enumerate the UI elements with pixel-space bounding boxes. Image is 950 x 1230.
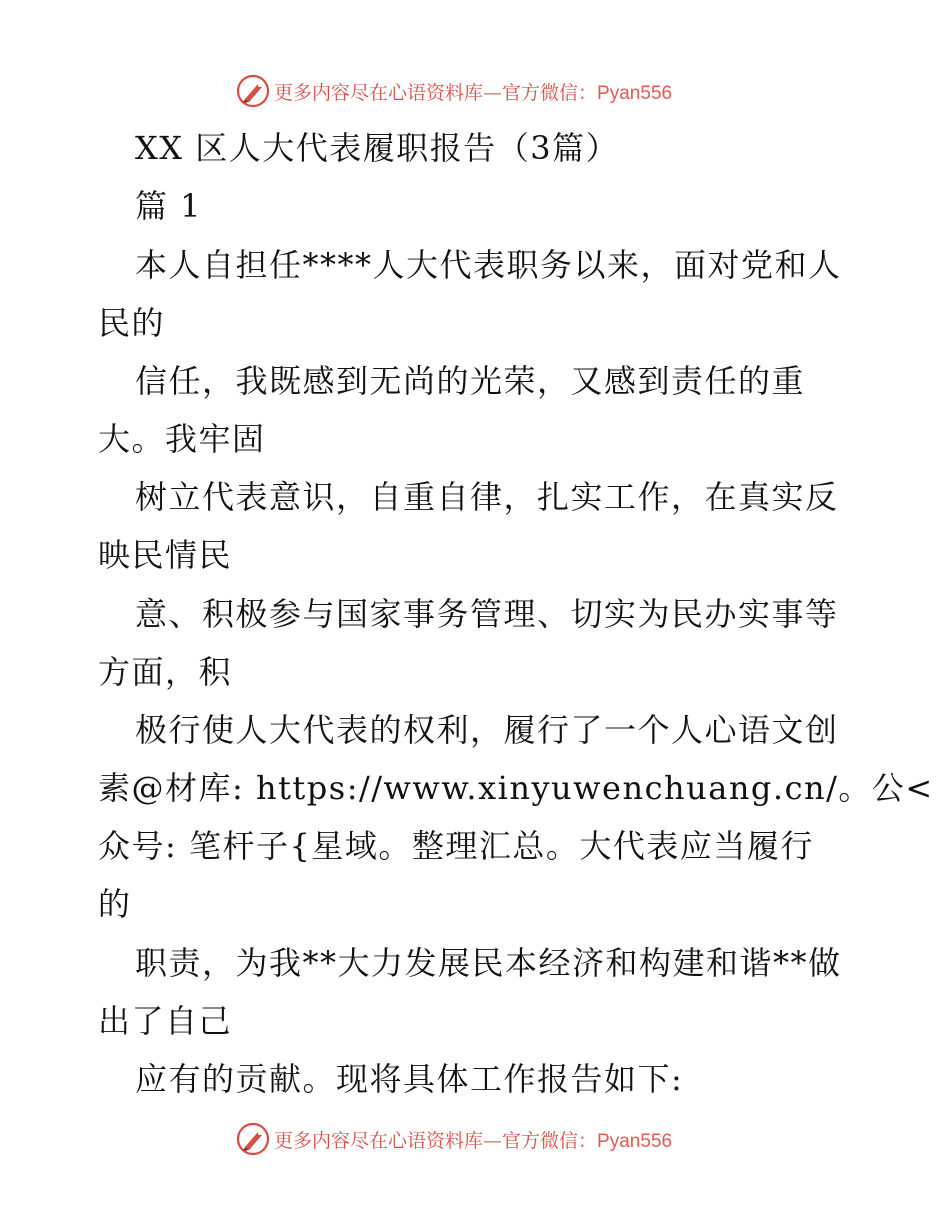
watermark-text: 更多内容尽在心语资料库—官方微信：Pyan556 bbox=[274, 1129, 673, 1152]
paragraph-line: 方面，积 bbox=[98, 653, 233, 691]
paragraph-line: 的 bbox=[98, 885, 132, 923]
paragraph-line: 树立代表意识，自重自律，扎实工作，在真实反 bbox=[135, 478, 839, 516]
section-heading: 篇 1 bbox=[135, 187, 203, 225]
paragraph-line: 信任，我既感到无尚的光荣，又感到责任的重 bbox=[135, 362, 806, 400]
paragraph-line: 素@材库: https://www.xinyuwenchuang.cn/。公< bbox=[98, 769, 934, 807]
paragraph-line: 本人自担任****人大代表职务以来，面对党和人 bbox=[135, 246, 842, 284]
paragraph-line: 映民情民 bbox=[98, 536, 233, 574]
paragraph-line: 出了自己 bbox=[98, 1002, 233, 1040]
paragraph-line: 众号: 笔杆子{星域。整理汇总。大代表应当履行 bbox=[98, 827, 814, 865]
paragraph-line: 大。我牢固 bbox=[98, 420, 266, 458]
paragraph-line: 民的 bbox=[98, 304, 166, 342]
watermark-text: 更多内容尽在心语资料库—官方微信：Pyan556 bbox=[274, 81, 673, 104]
paragraph-line: 应有的贡献。现将具体工作报告如下: bbox=[135, 1060, 684, 1098]
pen-logo-icon bbox=[236, 1122, 270, 1156]
paragraph-line: 意、积极参与国家事务管理、切实为民办实事等 bbox=[135, 595, 839, 633]
document-title: XX 区人大代表履职报告（3篇） bbox=[135, 129, 620, 167]
paragraph-line: 职责，为我**大力发展民本经济和构建和谐**做 bbox=[135, 944, 842, 982]
header-watermark bbox=[236, 74, 672, 108]
paragraph-line: 极行使人大代表的权利，履行了一个人心语文创 bbox=[135, 711, 839, 749]
pen-logo-icon bbox=[236, 74, 270, 108]
footer-watermark bbox=[236, 1122, 672, 1156]
